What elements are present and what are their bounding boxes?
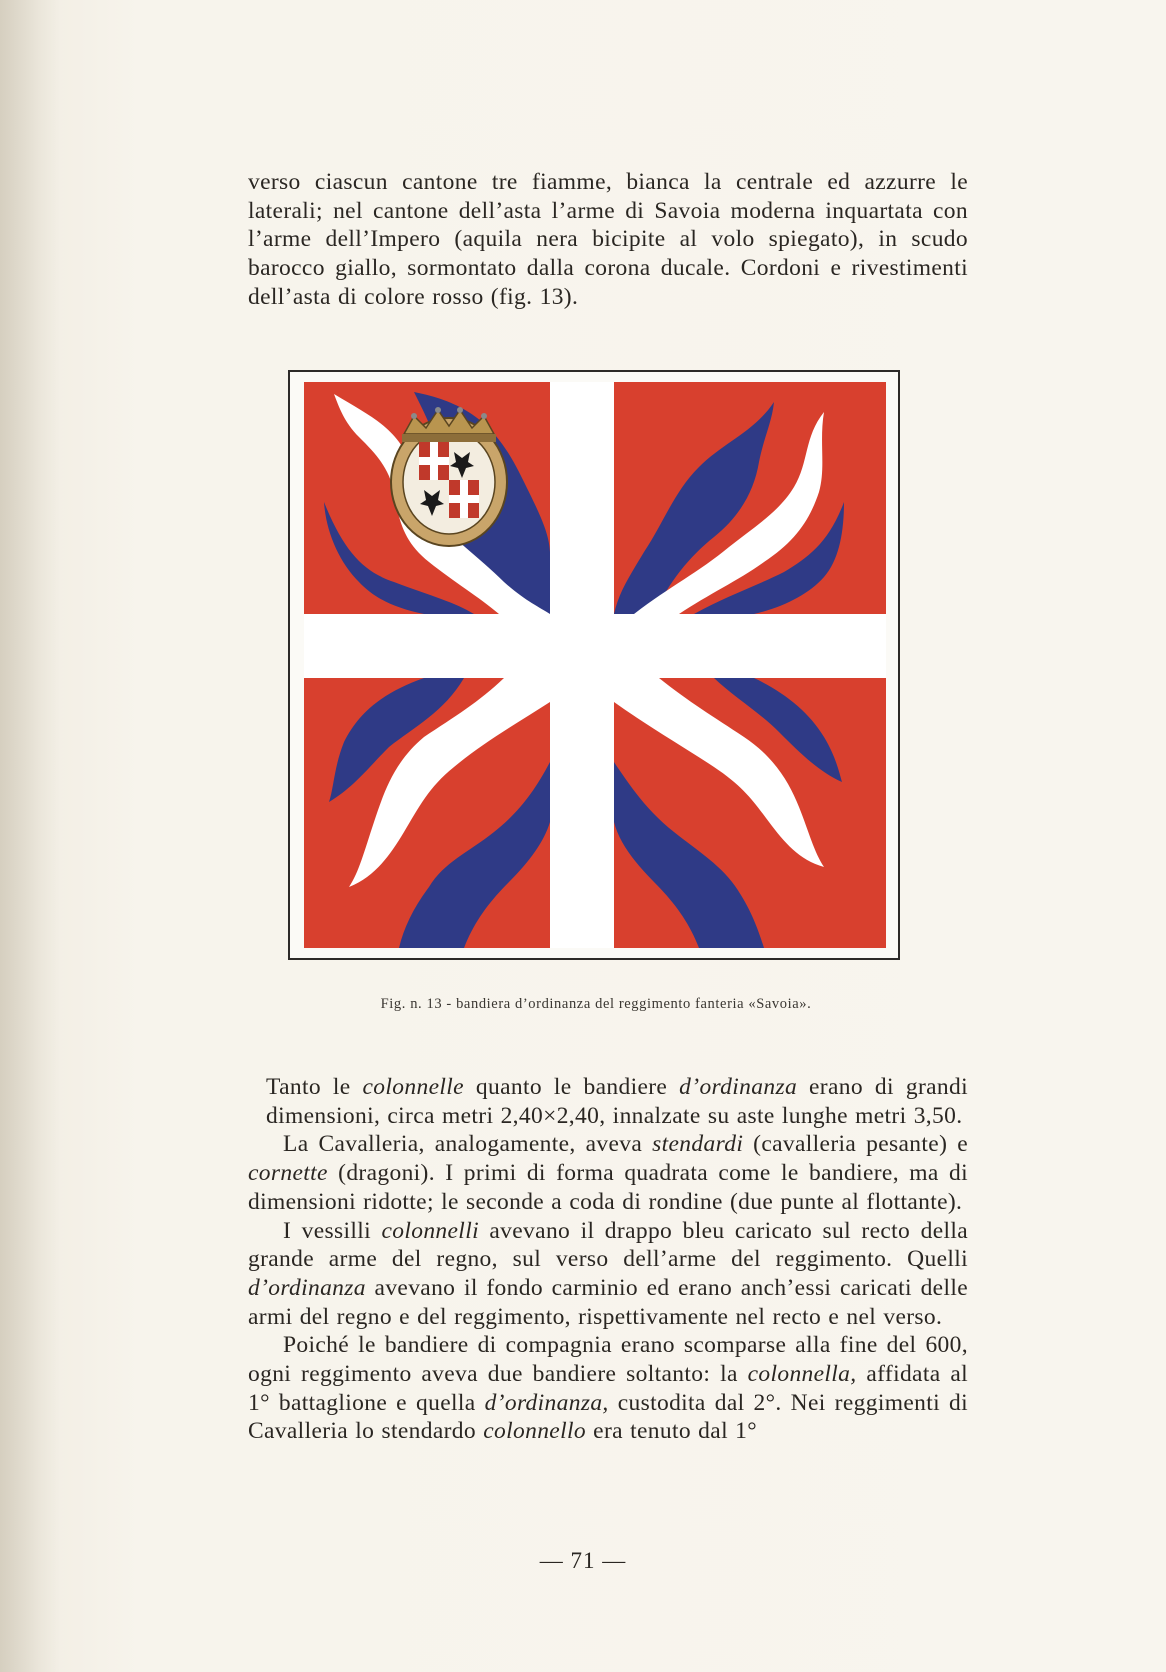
text-run: Tanto le (266, 1074, 363, 1100)
italic-term: d’ordinanza (679, 1074, 798, 1100)
italic-term: colonnello (483, 1418, 586, 1445)
italic-term: cornette (248, 1160, 328, 1187)
paragraph-4 (248, 1331, 968, 1446)
italic-term: stendardi (652, 1131, 744, 1158)
page-gutter-shadow (0, 0, 60, 1672)
coat-of-arms (391, 407, 507, 546)
italic-term: d’ordinanza, (484, 1389, 609, 1416)
paragraph-2 (248, 1130, 968, 1216)
cross-horizontal-arm (304, 614, 886, 678)
text-run: (cavalleria pesante) e (743, 1131, 968, 1158)
text-run: avevano il fondo carminio ed erano anch’essi caricati delle armi del regno e del reggimento, rispettivamente nel recto e nel verso. (248, 1274, 968, 1330)
text-run: affidata al 1° battaglione e quella (248, 1361, 968, 1416)
paragraph-1 (248, 1073, 968, 1130)
body-text (248, 1073, 968, 1446)
text-run: avevano il drappo bleu caricato sul recto della grande arme del regno, sul verso dell’arme del reggimento. Quelli (248, 1217, 969, 1273)
figure-frame (288, 370, 900, 960)
italic-term: d’ordinanza (248, 1274, 366, 1301)
top-paragraph: verso ciascun cantone tre fiamme, bianca la centrale ed azzurre le laterali; nel cantone dell’asta l’arme di Savoia moderna inquartata con l’arme dell’Impero (aquila nera bicipite al volo spiegato), in scudo barocco giallo, sormontato dalla corona ducale. Cordoni e rivestimenti dell’asta di colore rosso (fig. 13). (248, 169, 968, 310)
text-run: era tenuto dal 1° (585, 1418, 758, 1445)
flag-illustration (304, 382, 886, 948)
text-run: quanto le bandiere (463, 1074, 680, 1100)
text-run: (dragoni). I primi di forma quadrata come le bandiere, ma di dimensioni ridotte; le seconde a coda di rondine (due punte al flottante). (248, 1160, 968, 1215)
text-run: I vessilli (283, 1217, 382, 1244)
text-run: La Cavalleria, analogamente, aveva (283, 1131, 653, 1158)
paragraph-3 (248, 1217, 968, 1332)
italic-term: colonnelle (362, 1074, 464, 1100)
page-number: — 71 — (539, 1548, 627, 1573)
text-run: Poiché le bandiere di compagnia erano scomparse alla fine del 600, ogni reggimento aveva due bandiere soltanto: la (248, 1332, 968, 1388)
italic-term: colonnelli (381, 1217, 479, 1244)
figure-caption: Fig. n. 13 - bandiera d’ordinanza del reggimento fanteria «Savoia». (380, 996, 812, 1012)
italic-term: colonnella, (747, 1361, 857, 1388)
text-run: custodita dal 2°. Nei reggimenti di Cavalleria lo stendardo (248, 1389, 968, 1445)
text-run: erano di grandi dimensioni, circa metri 2,40×2,40, innalzate su aste lunghe metri 3,50. (266, 1074, 968, 1129)
